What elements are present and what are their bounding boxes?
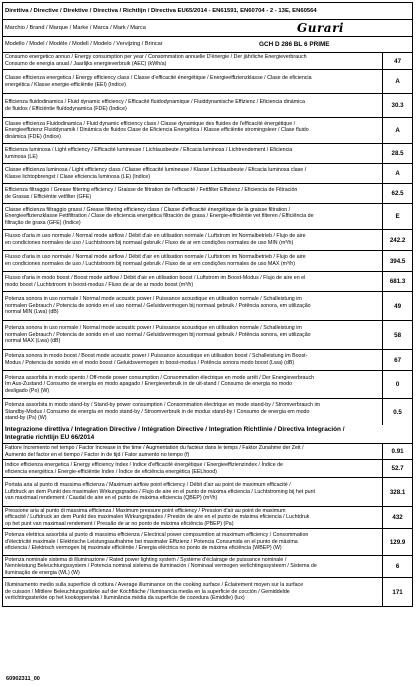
spec-row <box>3 70 412 94</box>
brand-logo: Gurari <box>297 21 344 35</box>
spec-label-line: normal MAX (Lwa) (dB) <box>5 338 61 345</box>
brand-row <box>3 20 412 37</box>
spec-label <box>3 94 382 117</box>
spec-row <box>3 251 412 272</box>
spec-label-line: Illuminamento medio sulla superficie di cottura / Average illuminance on the cooking surface / Éclairement moyen sur la surface <box>5 582 304 589</box>
spec-value: 49 <box>382 292 412 320</box>
spec-label-line: Classe efficienza luminosa / Light efficiency class / Classe efficacité lumineuse / Klasse Lichtausbeute / Eficacia luminosa clase / <box>5 166 307 173</box>
spec-label <box>3 164 382 183</box>
spec-label <box>3 53 382 69</box>
spec-label <box>3 251 382 271</box>
spec-value: 394.5 <box>382 251 412 271</box>
spec-value: 432 <box>382 507 412 528</box>
spec-label-line: Potenza elettrica assorbita al punto di massima efficienza / Electrical power compsumtion at maximum efficiency / Consommation <box>5 532 309 539</box>
spec-label-line: Fattore Incremento nel tempo / Factor Increase in the time / Augmentation du facteur dans le temps / Faktor Zunahme der Zeit / <box>5 444 304 451</box>
spec-row <box>3 94 412 118</box>
spec-row <box>3 204 412 230</box>
spec-label-line: Flusso d'aria in uso normale / Normal mode airflow / Débit d'air en utilisation normale / Luftstrom im Normalbetrieb / Flujo de aire <box>5 254 306 261</box>
spec-row <box>3 556 412 578</box>
directive-banner: Direttiva / Directive / Direktive / Directiva / Richtlijn / Directiva EU65/2014 - EN61591, EN60704 - 2 - 13E, EN60564 <box>3 3 412 20</box>
spec-label-line: normal MIN (Lwa) (dB) <box>5 309 59 316</box>
spec-row <box>3 578 412 606</box>
spec-value: A <box>382 70 412 93</box>
spec-value: 67 <box>382 350 412 370</box>
brand-cell <box>249 20 412 36</box>
spec-label-line: Pressione aria al punto di massima efficienza / Maximum pressure point efficiency / Pression d'air au point de maximum <box>5 507 286 514</box>
spec-row <box>3 230 412 251</box>
spec-label <box>3 529 382 555</box>
spec-label <box>3 371 382 398</box>
integration-section-title <box>3 425 412 444</box>
spec-value: 681.3 <box>382 272 412 291</box>
spec-label-line: normalen Gebrauch / Potencia de sonido en el uso normal / Geluidsvermogen bij normaal gebruik / Potência sonora, em utilização <box>5 331 311 338</box>
spec-label-line: Flusso d'aria in modo boost / Boost mode airflow / Débit d'air en utilisation boost / Luftstrom im Boost-Modus / Flujo de aire en el <box>5 274 306 281</box>
spec-value: 28.5 <box>382 144 412 163</box>
spec-label-line: desligado (Po) (W) <box>5 387 50 394</box>
spec-value: 62.5 <box>382 184 412 203</box>
spec-label-line: Potenza assorbita in modo stand-by / Stand-by power consumption / Consommation électrique en mode stand-by / Stromverbrauch im <box>5 402 321 409</box>
spec-label <box>3 272 382 291</box>
spec-label-line: en condiciones normales de uso / Luchtstroom bij normaal gebruik / Fluxo de ar em condições normales de uso MIN (m³/h) <box>5 240 294 246</box>
spec-row <box>3 507 412 529</box>
spec-label-line: Classe efficienza filtraggio grassi / Grease filtering efficiency class / Classe d'efficacité énergétique de la graisse filtration / <box>5 206 291 213</box>
spec-label-line: Classe efficienza Fluidodinamica / Fluid dynamic efficiency class / Classe dynamique des fluides de l'efficacité énergétique / <box>5 120 296 127</box>
spec-row <box>3 144 412 164</box>
spec-row <box>3 460 412 478</box>
spec-label-line: d'électricité maximale / Elektrische Leistungsaufnahme bei maximaler Effizienz / Potencia Consumida en el punto de máxima <box>5 538 298 545</box>
spec-label-line: eficiencia / Elektrisch vermogen bij maximale efficiëntie / Energia eléctrica no ponto de máxima eficiência (WBEP) (W) <box>5 545 282 552</box>
spec-label-line: verlichtingssterkte op het kookoppervlak / Iluminância média da superfície de cozedura (Emiddle) (lux) <box>5 595 245 602</box>
spec-label-line: Potenza assorbita in modo spento / Off-mode power consumption / Consommation électrique en mode arrêt / Der Energieverbrauch <box>5 374 315 381</box>
spec-label-line: op het punt van maximaal rendement / Pressão de ar no ponto de máxima eficiência (PBEP) (Pa) <box>5 520 234 527</box>
spec-label <box>3 444 382 459</box>
spec-label <box>3 507 382 528</box>
spec-label-line: dinámica (FDE) (Indice) <box>5 133 61 140</box>
spec-label-line: Potenza nominale sistema di illuminazione / Rated power lighting system / Système d'éclairage de puissance nominale / <box>5 556 287 563</box>
spec-value: 52.7 <box>382 460 412 477</box>
spec-value: 58 <box>382 321 412 349</box>
spec-value: 0.91 <box>382 444 412 459</box>
spec-label-line: van maximaal rendement / Caudal de aire en el punto de máxima eficiencia (QBEP) (m³/h) <box>5 495 218 502</box>
spec-label <box>3 399 382 425</box>
spec-label-line: de cuisson / Mittlere Beleuchtungsstärke auf der Kochfläche / Iluminancia media en la superficie de cocción / Gemiddelde <box>5 588 290 595</box>
spec-label-line: Consumo energetico annuo / Energy consumption per year / Consommation annuelle D'énergie / Der jährliche Energieverbrauch <box>5 54 307 61</box>
spec-label-line: en condiciones normales de uso / Luchtstroom bij normaal gebruik / Fluxo de ar em condições normales de uso MAX (m³/h) <box>5 261 295 267</box>
spec-label <box>3 350 382 370</box>
spec-row <box>3 529 412 556</box>
spec-label-line: Energieeffizienzklasse Fettfiltration / Clase de eficiencia energética filtración de grasa / Energie-efficiëntie vet filteren / Efficiência de <box>5 213 314 220</box>
spec-label <box>3 204 382 229</box>
spec-label-line: Efficienza filtraggio / Grease filtering efficiency / Graisse de filtration de l'efficacité / Fettfilter Effizienz / Eficiencia de Filtración <box>5 186 298 193</box>
spec-label <box>3 292 382 320</box>
spec-value: 129.9 <box>382 529 412 555</box>
spec-label-line: iluminação de energia (WL) (W) <box>5 569 80 576</box>
spec-label-line: Potenza sonora in modo boost / Boost mode acoustic power / Puissance acoustique en utilisation boost / Schalleistung im Boost- <box>5 353 308 360</box>
spec-row <box>3 184 412 204</box>
spec-row <box>3 118 412 144</box>
spec-label-line: energética / Klasse energie-efficiëntie (EEI) (Indice) <box>5 81 126 88</box>
spec-label-line: Indice efficienza energetica / Energy efficiency Index / Indice d'efficacité énergétique / Energieeffizienzindex / Índice de <box>5 461 283 468</box>
spec-row <box>3 350 412 371</box>
spec-row <box>3 272 412 292</box>
spec-label-line: Nennleistung Beleuchtungssystem / Potencia nominal sistema de iluminación / Nominaal vermogen verlichtingssysteem / Sistema de <box>5 563 317 570</box>
spec-label-line: normalen Gebrauch / Potencia de sonido en el uso normal / Geluidsvermogen bij normaal gebruik / Potência sonora, em utilização <box>5 302 311 309</box>
spec-label <box>3 184 382 203</box>
model-row <box>3 37 412 53</box>
spec-label <box>3 118 382 143</box>
spec-value: 328.1 <box>382 478 412 506</box>
spec-label <box>3 478 382 506</box>
spec-label-line: Efficienza luminosa / Light efficiency / Efficacité lumineuse / Lichtausbeute / Eficacia luminosa / Lichtrendement / Eficiencia <box>5 146 293 153</box>
spec-row <box>3 164 412 184</box>
model-value: GCH D 286 BL 6 PRIME <box>259 41 330 48</box>
spec-row <box>3 478 412 507</box>
spec-row <box>3 399 412 425</box>
spec-label <box>3 230 382 250</box>
spec-label-line: Standby-Modus / Consumo de energía en modo stand-by / Stroomverbruik in de modus stand-by / Consumo de energia em modo <box>5 408 310 415</box>
spec-label-line: Luftdruck an dem Punkt des maximalen Wirkungsgrades / Flujo de aire en el punto de máxima eficiencia / Luchtstroming bij het punt <box>5 488 316 495</box>
spec-label-line: Klasse lichtopbrengst / Clase eficiencia luminosa (LE) (Indice) <box>5 173 151 180</box>
spec-value: 6 <box>382 556 412 577</box>
brand-label: Marchio / Brand / Marque / Marke / Marca / Mark / Marca <box>5 25 146 31</box>
spec-label-line: de Grasas / Efficiëntie vetfilter (GFE) <box>5 193 92 200</box>
spec-label <box>3 578 382 606</box>
document-code: 60902311_00 <box>6 676 40 682</box>
spec-value: 0.5 <box>382 399 412 425</box>
spec-label-line: de fluidos / Efficiëntie fluïdodynamica (FDE) (Indice) <box>5 105 127 112</box>
spec-label-line: Potenza sonora in uso normale / Normal mode acoustic power / Puissance acoustique en utilisation normale / Schalleistung im <box>5 296 302 303</box>
spec-label <box>3 556 382 577</box>
spec-value: 0 <box>382 371 412 398</box>
spec-label <box>3 144 382 163</box>
spec-label-line: Energieeffizienz Fluiddynamik / Dinámica de fluidos Clase de Eficiencia Energética / Klasse efficiëntie stromingsleer / Clase fluido <box>5 127 309 134</box>
energy-label-sheet <box>2 2 413 607</box>
model-label: Modello / Model / Modèle / Modell / Modelo / Vervijzing / Brincar <box>5 41 163 47</box>
spec-value: 47 <box>382 53 412 69</box>
spec-value: 171 <box>382 578 412 606</box>
spec-value: 30.3 <box>382 94 412 117</box>
spec-row <box>3 321 412 350</box>
spec-value: A <box>382 118 412 143</box>
spec-table <box>3 53 412 425</box>
spec-label <box>3 460 382 477</box>
spec-label-line: Im Aus-Zustand / Consumo de energía en modo apagado / Energieverbruik in de uit-stand / Consumo de energia no modo <box>5 381 293 388</box>
spec-label <box>3 321 382 349</box>
spec-label <box>3 70 382 93</box>
spec-label-line: stand-by (Ps) (W) <box>5 415 47 422</box>
spec-label-line: modo boost / Luchtstroom in boost-modus / Fluxo de ar de ar modo boost (m³/h) <box>5 281 194 288</box>
spec-row <box>3 444 412 460</box>
spec-label-line: luminosa (LE) <box>5 153 38 160</box>
spec-row <box>3 371 412 399</box>
spec-label-line: Efficienza fluidodinamica / Fluid dynamic efficiency / Efficacité fluidodynamique / Fluiddynamische Effizienz / Eficiencia dinámica <box>5 98 305 105</box>
integration-title-line: Integratie richtlijn EU 66/2014 <box>5 434 95 441</box>
spec-label-line: filtração de graxa (GFE) (Indice) <box>5 219 81 226</box>
spec-label-line: efficacité / Luftdruck an dem Punkt des maximalen Wirkungsgrades / Presión de aire en el punto de máxima eficiencia / Luchtdruk <box>5 514 310 521</box>
integration-table <box>3 444 412 606</box>
spec-label-line: Flusso d'aria in uso normale / Normal mode airflow / Débit d'air en utilisation normale / Luftstrom im Normalbetrieb / Flujo de aire <box>5 233 306 240</box>
spec-value: 242.2 <box>382 230 412 250</box>
spec-label-line: Potenza sonora in uso normale / Normal mode acoustic power / Puissance acoustique en utilisation normale / Schalleistung im <box>5 325 302 332</box>
spec-value: A <box>382 164 412 183</box>
spec-label-line: eficiencia energética / Energie-efficiëntie Index / Índice de eficiência energética (EELhood) <box>5 468 217 475</box>
spec-label-line: Classe efficienza energetica / Energy efficiency class / Classe d'efficacité énergétique / Energieeffizienzklasse / Clase de eficiencia <box>5 74 312 81</box>
spec-label-line: Modus / Potencia de sonido en el modo boost / Geluidsvermogen in boost-modus / Potência sonora modo boost (Lwa) (dB) <box>5 360 295 366</box>
spec-row <box>3 292 412 321</box>
spec-row <box>3 53 412 70</box>
spec-label-line: Aumento del factor en el tiempo / Factor in de tijd / Fator aumento no tempo (f) <box>5 451 190 458</box>
spec-label-line: Portata aria al punto di massima efficienza / Maximum airflow point efficiency / Débit d'air au point de maximum efficacité / <box>5 482 291 489</box>
integration-title-line: Integrazione direttiva / Integration Directive / Intégration Directive / Integration Richtlinie / Directiva Integración / <box>5 426 345 433</box>
spec-label-line: Consumo de energía anual / Jaarlijks energieverbruik (AEC) (kWh/a) <box>5 61 167 67</box>
spec-value: E <box>382 204 412 229</box>
